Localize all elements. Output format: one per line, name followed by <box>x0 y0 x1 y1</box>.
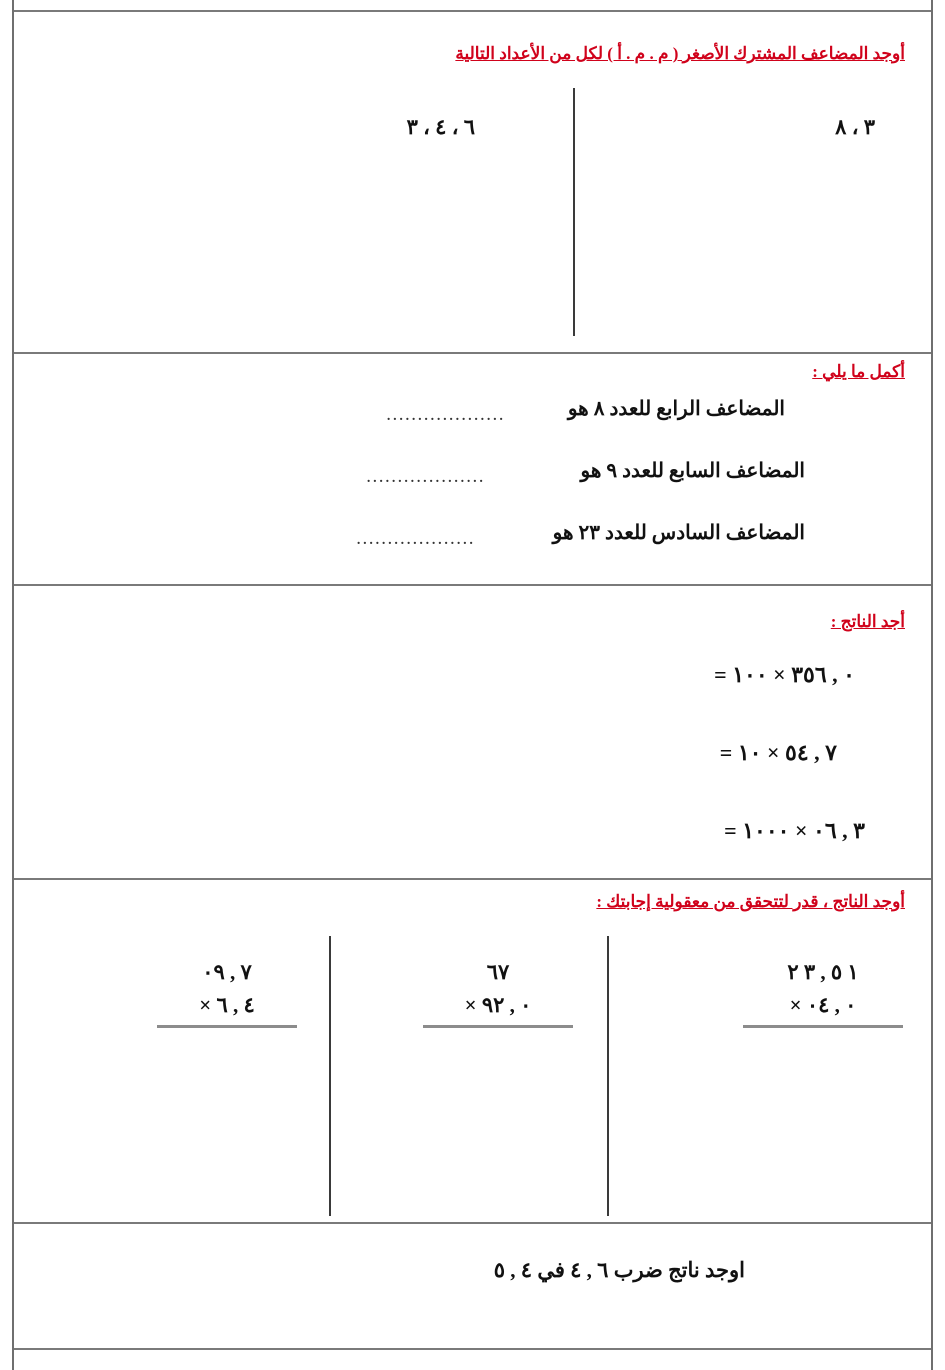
divider-top <box>14 10 931 12</box>
estimate-divider-1 <box>607 936 609 1216</box>
equation-1: ٠ , ٣٥٦ × ١٠٠ = <box>714 662 855 687</box>
multiplication-1-bottom: × ٠ , ٠٤ <box>789 992 857 1017</box>
equation-2: ٧ , ٥٤ × ١٠ = <box>719 740 837 765</box>
multiplication-problem-1 <box>743 956 903 1028</box>
section-title-complete: أكمل ما يلي : <box>812 362 905 381</box>
multiplication-problem-2 <box>423 956 573 1028</box>
section-title-find-result: أجد الناتج : <box>830 612 905 631</box>
final-question: اوجد ناتج ضرب ٦ , ٤ في ٤ , ٥ <box>493 1258 745 1282</box>
estimate-divider-2 <box>329 936 331 1216</box>
section-title-estimate: أوجد الناتج ، قدر لتتحقق من معقولية إجابتك : <box>596 892 905 911</box>
complete-item-1-text: المضاعف الرابع للعدد ٨ هو <box>567 398 785 420</box>
page-border-right <box>931 0 933 1370</box>
complete-item-2-blank[interactable]: ................... <box>366 466 485 487</box>
lcm-column-divider <box>573 88 575 336</box>
multiplication-2-rule <box>423 1025 573 1028</box>
divider-after-lcm <box>14 352 931 354</box>
multiplication-3-top: ٧ , ٠٩ <box>202 960 252 984</box>
multiplication-1-top: ١ ٥ , ٣ ٢ <box>787 960 859 984</box>
complete-item-2-text: المضاعف السابع للعدد ٩ هو <box>580 460 805 482</box>
section-title-lcm: أوجد المضاعف المشترك الأصغر ( م . م . أ ) لكل من الأعداد التالية <box>455 44 905 63</box>
multiplication-3-bottom: × ٤ , ٦ <box>199 992 255 1017</box>
multiplication-2-top: ٦٧ <box>486 960 510 984</box>
divider-after-find-result <box>14 878 931 880</box>
equation-3: ٣ , ٠٦ × ١٠٠٠ = <box>724 818 865 843</box>
multiplication-3-rule <box>157 1025 297 1028</box>
lcm-problem-2: ٦ ، ٤ ، ٣ <box>406 115 475 139</box>
complete-item-1-blank[interactable]: ................... <box>386 404 505 425</box>
multiplication-1-rule <box>743 1025 903 1028</box>
divider-bottom <box>14 1348 931 1350</box>
complete-item-3-blank[interactable]: ................... <box>356 528 475 549</box>
multiplication-problem-3 <box>157 956 297 1028</box>
complete-item-3-text: المضاعف السادس للعدد ٢٣ هو <box>552 522 805 544</box>
lcm-problem-1: ٣ ، ٨ <box>835 115 875 139</box>
divider-after-estimate <box>14 1222 931 1224</box>
page-border-left <box>12 0 14 1370</box>
divider-after-complete <box>14 584 931 586</box>
multiplication-2-bottom: × ٠ , ٩٢ <box>464 992 532 1017</box>
